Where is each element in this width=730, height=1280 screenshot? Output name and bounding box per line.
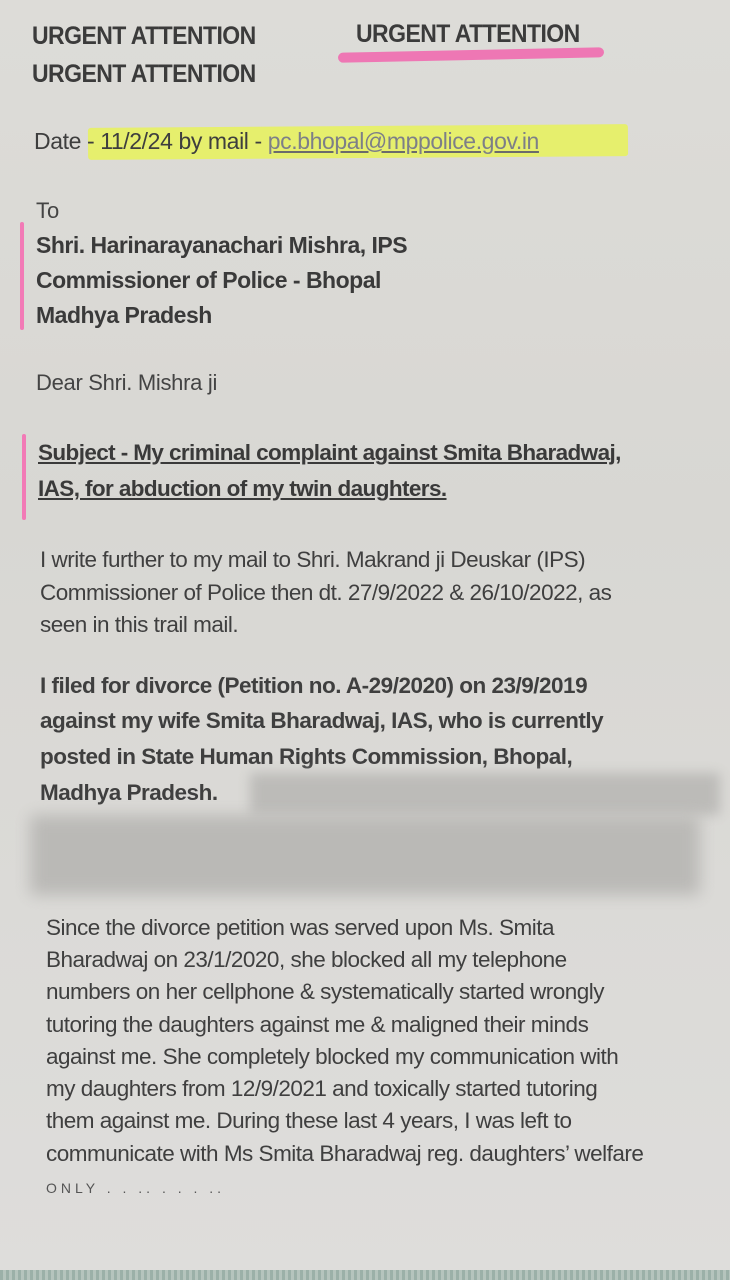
paragraph-3-line: tutoring the daughters against me & maligned their minds bbox=[46, 1012, 589, 1037]
date-value: - 11/2/24 by mail - bbox=[80, 128, 268, 154]
recipient-name: Shri. Harinarayanachari Mishra, IPS bbox=[36, 232, 408, 258]
pink-margin-mark bbox=[20, 222, 24, 330]
paragraph-1-line: seen in this trail mail. bbox=[40, 612, 239, 637]
paragraph-2-line: against my wife Smita Bharadwaj, IAS, who is currently bbox=[40, 708, 604, 733]
pink-highlight-underline bbox=[338, 47, 604, 63]
urgent-heading-3: URGENT ATTENTION bbox=[32, 60, 256, 88]
date-label: Date bbox=[34, 128, 81, 154]
subject-line-1: Subject - My criminal complaint against Smita Bharadwaj, bbox=[38, 440, 621, 465]
pink-margin-mark-subject bbox=[22, 434, 26, 520]
paragraph-1-line: Commissioner of Police then dt. 27/9/2022 & 26/10/2022, as bbox=[40, 580, 612, 605]
paragraph-3-line: them against me. During these last 4 years, I was left to bbox=[46, 1108, 572, 1133]
paragraph-1-line: I write further to my mail to Shri. Makrand ji Deuskar (IPS) bbox=[40, 547, 586, 572]
paragraph-3-line: against me. She completely blocked my communication with bbox=[46, 1044, 619, 1069]
paragraph-3-line: Since the divorce petition was served upon Ms. Smita bbox=[46, 915, 555, 940]
subject-line-2: IAS, for abduction of my twin daughters. bbox=[38, 476, 447, 501]
recipient-state: Madhya Pradesh bbox=[36, 302, 212, 328]
email-link[interactable]: pc.bhopal@mppolice.gov.in bbox=[267, 128, 539, 154]
recipient-title: Commissioner of Police - Bhopal bbox=[36, 267, 381, 293]
paragraph-2-line: posted in State Human Rights Commission, Bhopal, bbox=[40, 744, 573, 769]
bottom-edge-strip bbox=[0, 1270, 730, 1280]
urgent-heading-1: URGENT ATTENTION bbox=[32, 22, 256, 50]
cutoff-text-line: ONLY . . .. . . . .. bbox=[46, 1180, 226, 1196]
paragraph-3-line: my daughters from 12/9/2021 and toxically started tutoring bbox=[46, 1076, 598, 1101]
redacted-blur bbox=[30, 815, 700, 895]
paragraph-2-line: I filed for divorce (Petition no. A-29/2020) on 23/9/2019 bbox=[40, 673, 588, 698]
paragraph-2-line: Madhya Pradesh. bbox=[40, 780, 218, 805]
redacted-blur bbox=[250, 773, 720, 815]
greeting: Dear Shri. Mishra ji bbox=[36, 370, 218, 395]
paragraph-3-line: Bharadwaj on 23/1/2020, she blocked all my telephone bbox=[46, 947, 567, 972]
date-line bbox=[34, 128, 539, 155]
paragraph-3-line: communicate with Ms Smita Bharadwaj reg. daughters’ welfare bbox=[46, 1141, 644, 1166]
urgent-heading-2: URGENT ATTENTION bbox=[356, 20, 580, 48]
paragraph-3-line: numbers on her cellphone & systematically started wrongly bbox=[46, 979, 605, 1004]
to-label: To bbox=[36, 198, 60, 223]
